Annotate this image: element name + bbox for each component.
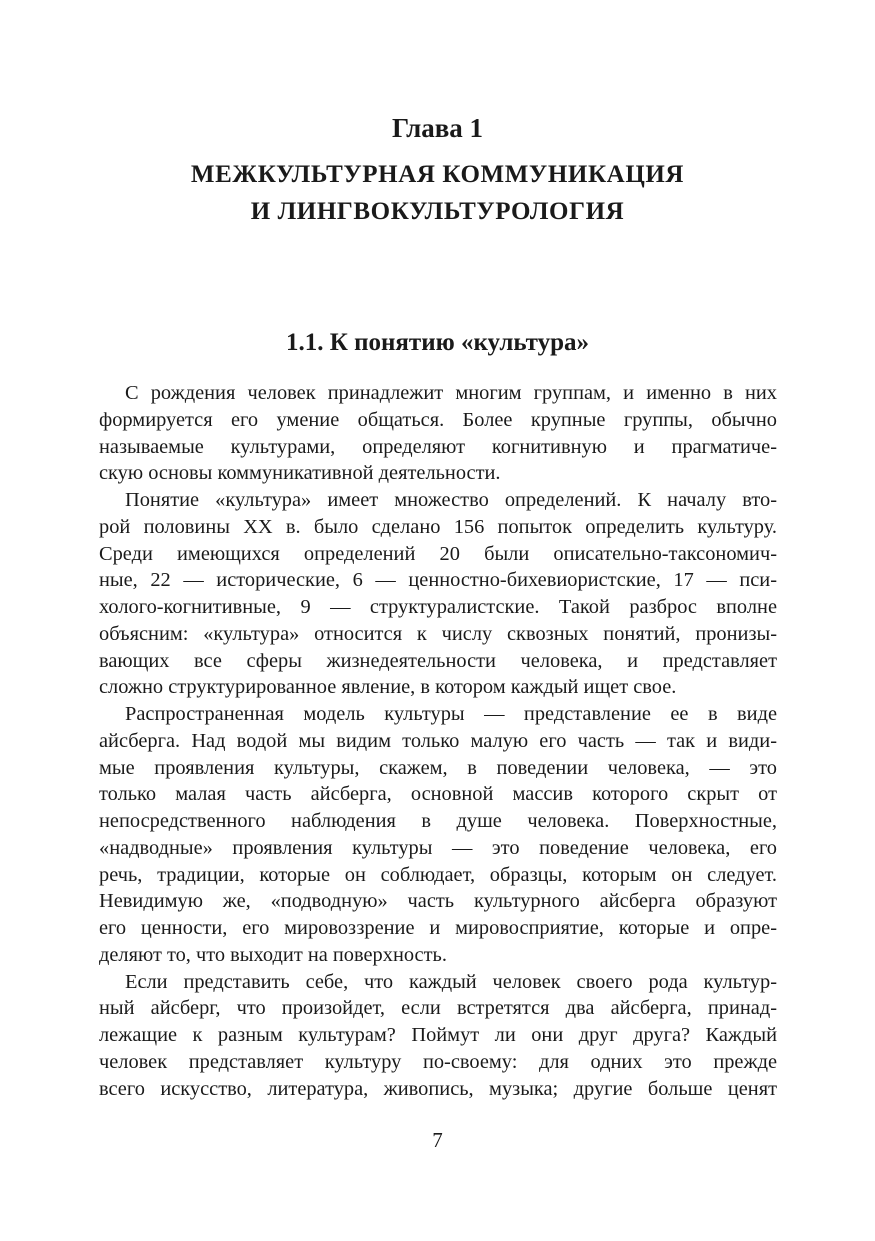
text-line: объясним: «культура» относится к числу сквозных понятий, пронизы- <box>99 622 777 645</box>
text-line: формируется его умение общаться. Более крупные группы, обычно <box>99 408 777 431</box>
text-line: сложно структурированное явление, в котором каждый ищет свое. <box>99 676 677 699</box>
text-line: речь, традиции, которые он соблюдает, образцы, которым он следует. <box>99 863 777 886</box>
text-line: всего искусство, литература, живопись, музыка; другие больше ценят <box>99 1077 777 1100</box>
text-line: ный айсберг, что произойдет, если встретятся два айсберга, принад- <box>99 997 777 1020</box>
text-line: Распространенная модель культуры — представление ее в виде <box>125 703 777 725</box>
text-line: Среди имеющихся определений 20 были описательно-таксономич- <box>99 542 777 565</box>
section-title: 1.1. К понятию «культура» <box>285 329 590 356</box>
page-number: 7 <box>432 1128 443 1152</box>
text-line: мые проявления культуры, скажем, в поведении человека, — это <box>99 756 777 779</box>
text-line: непосредственного наблюдения в душе человека. Поверхностные, <box>99 810 777 832</box>
chapter-title-line: МЕЖКУЛЬТУРНАЯ КОММУНИКАЦИЯ <box>190 161 685 188</box>
paragraph <box>99 380 777 487</box>
text-line: только малая часть айсберга, основной массив которого скрыт от <box>99 783 777 806</box>
paragraph <box>99 969 777 1103</box>
text-line: лежащие к разным культурам? Поймут ли они друг друга? Каждый <box>99 1024 777 1046</box>
chapter-label: Глава 1 <box>391 113 484 143</box>
text-line: Понятие «культура» имеет множество определений. К началу вто- <box>125 489 777 511</box>
text-line: холого-когнитивные, 9 — структуралистские. Такой разброс вполне <box>99 596 777 618</box>
text-line: скую основы коммуникативной деятельности. <box>99 462 501 485</box>
text-line: рой половины XX в. было сделано 156 попыток определить культуру. <box>99 515 777 538</box>
text-line: С рождения человек принадлежит многим группам, и именно в них <box>125 382 777 404</box>
text-line: ные, 22 — исторические, 6 — ценностно-бихевиористские, 17 — пси- <box>99 569 777 592</box>
text-line: называемые культурами, определяют когнитивную и прагматиче- <box>99 435 777 458</box>
text-line: деляют то, что выходит на поверхность. <box>99 943 447 966</box>
text-line: человек представляет культуру по-своему: для одних это прежде <box>99 1050 777 1073</box>
text-line: «надводные» проявления культуры — это поведение человека, его <box>99 836 777 859</box>
text-line: его ценности, его мировоззрение и мировосприятие, которые и опре- <box>99 917 777 939</box>
paragraph <box>99 701 777 969</box>
text-line: вающих все сферы жизнедеятельности человека, и представляет <box>99 649 777 672</box>
text-line: Если представить себе, что каждый человек своего рода культур- <box>125 970 777 993</box>
chapter-title <box>0 156 875 230</box>
paragraph <box>99 487 777 701</box>
body-text <box>99 380 777 1102</box>
text-line: айсберга. Над водой мы видим только малую его часть — так и види- <box>99 729 777 752</box>
chapter-title-line: И ЛИНГВОКУЛЬТУРОЛОГИЯ <box>250 198 625 225</box>
text-line: Невидимую же, «подводную» часть культурного айсберга образуют <box>99 890 777 913</box>
